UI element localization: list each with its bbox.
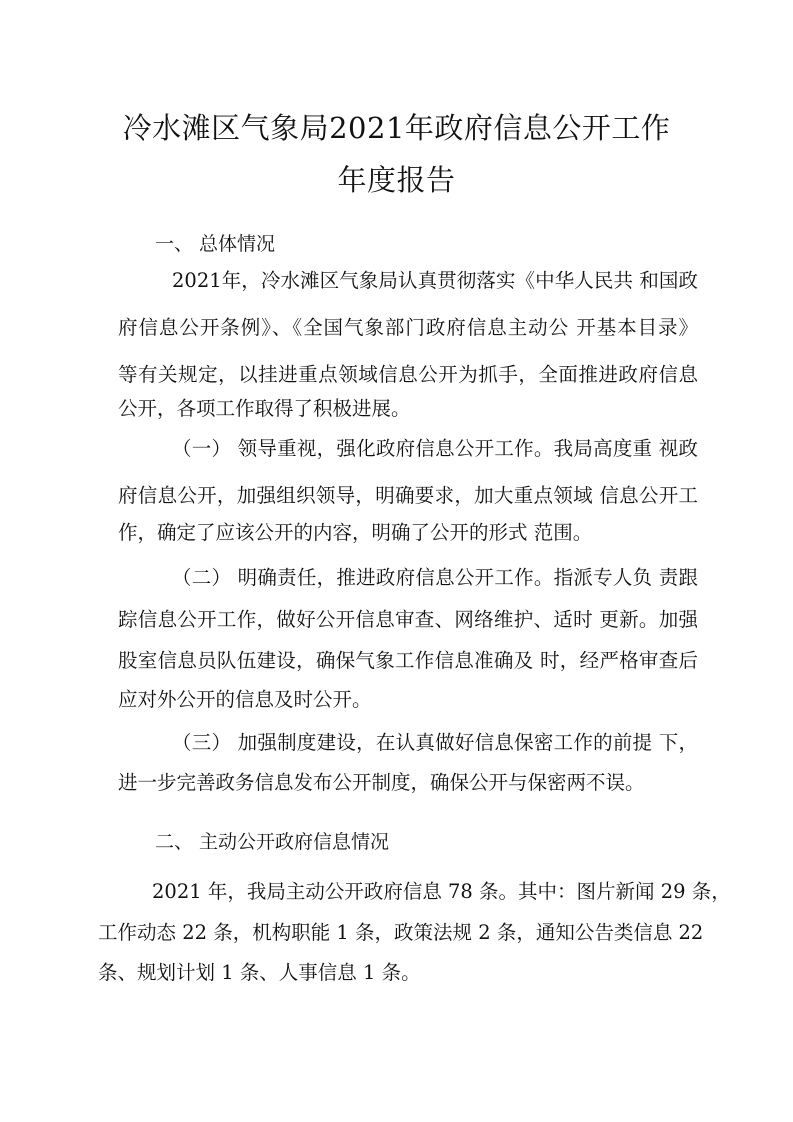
text-line: 2021年，冷水滩区气象局认真贯彻落实《中华人民共 和国政 [172,269,698,292]
report-title-line-1: 冷水滩区气象局2021年政府信息公开工作 [122,111,671,145]
section-1-heading: 一、 总体情况 [155,233,276,255]
text-line: 应对外公开的信息及时公开。 [118,688,372,711]
text-line: 股室信息员队伍建设，确保气象工作信息准确及 时，经严格审查后 [118,649,698,672]
report-title-line-2: 年度报告 [337,163,456,197]
text-line: 公开，各项工作取得了积极进展。 [118,397,411,420]
text-line: （二） 明确责任，推进政府信息公开工作。指派专人负 责跟 [172,566,698,589]
text-line: 踪信息公开工作，做好公开信息审查、网络维护、适时 更新。加强 [118,608,698,631]
text-line: 工作动态 22 条，机构职能 1 条，政策法规 2 条，通知公告类信息 22 [98,921,704,944]
text-line: 作，确定了应该公开的内容，明确了公开的形式 范围。 [118,521,593,544]
section-2-heading: 二、 主动公开政府信息情况 [155,831,390,853]
text-line: 等有关规定，以挂进重点领域信息公开为抓手，全面推进政府信息 [118,363,698,386]
text-line: （一） 领导重视，强化政府信息公开工作。我局高度重 视政 [172,437,698,460]
text-line: 2021 年，我局主动公开政府信息 78 条。其中：图片新闻 29 条， [152,880,731,903]
text-line: 府信息公开，加强组织领导，明确要求，加大重点领域 信息公开工 [118,484,698,507]
text-line: 进一步完善政务信息发布公开制度，确保公开与保密两不误。 [118,771,645,794]
text-line: 府信息公开条例》、《全国气象部门政府信息主动公 开基本目录》 [118,316,698,339]
text-line: （三） 加强制度建设，在认真做好信息保密工作的前提 下， [172,731,698,754]
text-line: 条、规划计划 1 条、人事信息 1 条。 [98,961,421,984]
